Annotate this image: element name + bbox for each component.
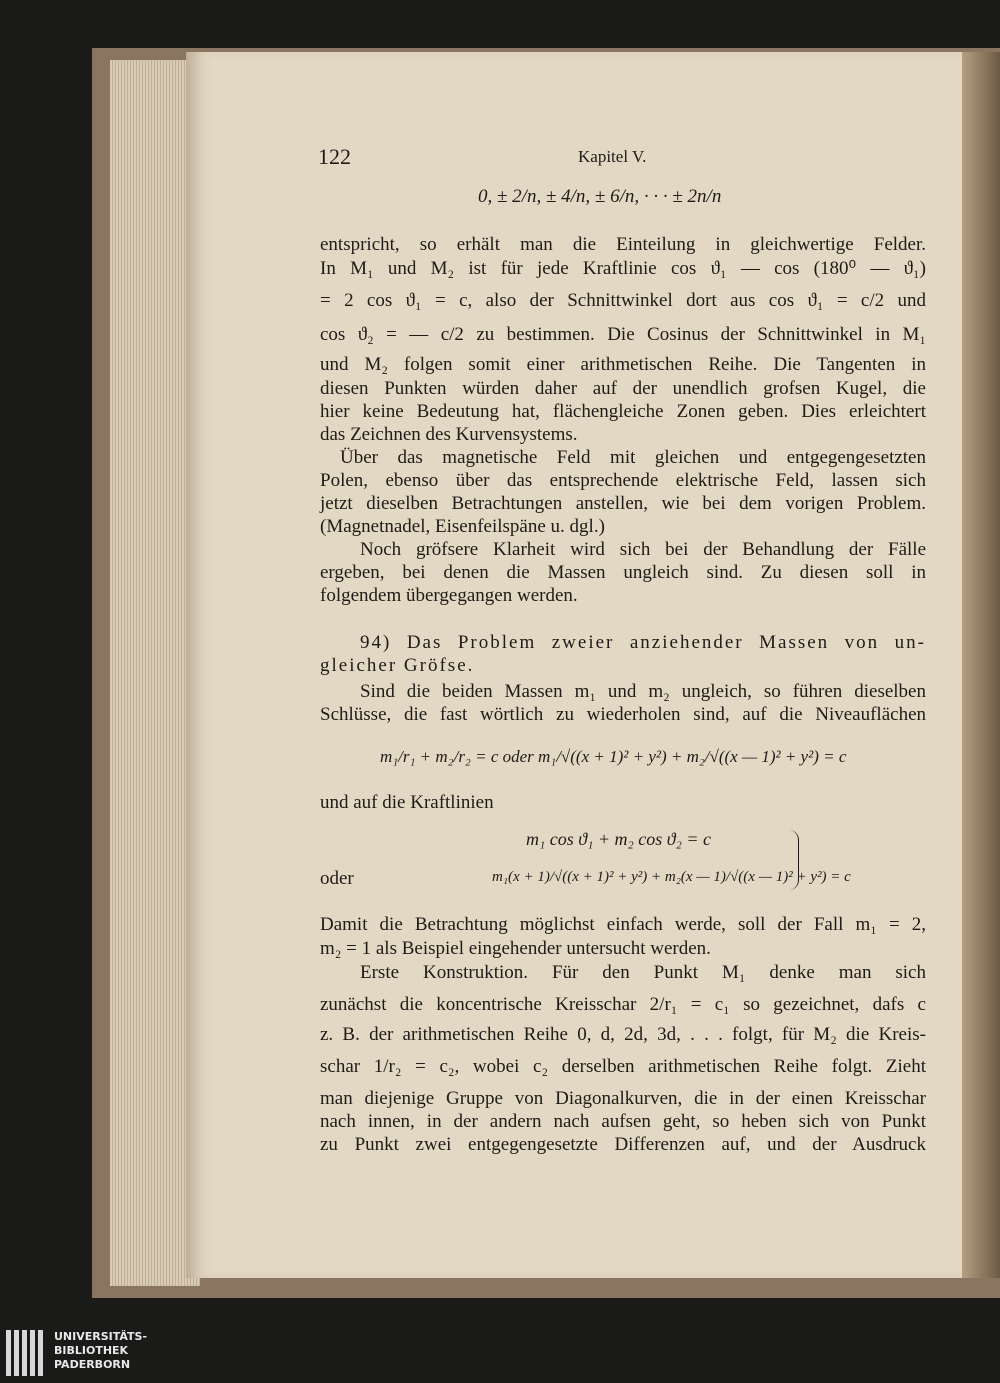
text-line: schar 1/r₂ = c₂, wobei c₂ derselben arithmetischen Reihe folgt. Zieht (320, 1056, 926, 1077)
text-line: z. B. der arithmetischen Reihe 0, d, 2d, 3d, . . . folgt, für M₂ die Kreis- (320, 1024, 926, 1045)
text-line: = 2 cos ϑ₁ = c, also der Schnittwinkel dort aus cos ϑ₁ = c/2 und (320, 290, 926, 311)
sequence-formula: 0, ± 2/n, ± 4/n, ± 6/n, · · · ± 2n/n (478, 186, 722, 207)
text-line: Sind die beiden Massen m₁ und m₂ ungleich, so führen dieselben (360, 681, 926, 702)
running-title: Kapitel V. (578, 147, 647, 166)
text-line: diesen Punkten würden daher auf der unendlich grofsen Kugel, die (320, 378, 926, 399)
section-heading: gleicher Gröfse. (320, 655, 475, 676)
text-line: folgendem übergegangen werden. (320, 585, 578, 606)
text-line: Damit die Betrachtung möglichst einfach werde, soll der Fall m₁ = 2, (320, 914, 926, 935)
text-line: zunächst die koncentrische Kreisschar 2/r₁ = c₁ so gezeichnet, dafs c (320, 994, 926, 1015)
text-line: m₂ = 1 als Beispiel eingehender untersucht werden. (320, 938, 711, 959)
section-heading: 94) Das Problem zweier anziehender Massen von un- (360, 632, 926, 653)
text-line: nach innen, in der andern nach aufsen geht, so heben sich von Punkt (320, 1111, 926, 1132)
text-line: (Magnetnadel, Eisenfeilspäne u. dgl.) (320, 516, 605, 537)
library-logo-icon (6, 1330, 48, 1376)
book-spine (962, 52, 1000, 1278)
text-line: In M₁ und M₂ ist für jede Kraftlinie cos ϑ₁ — cos (180⁰ — ϑ₁) (320, 258, 926, 279)
text-line: oder (320, 868, 354, 889)
text-line: entspricht, so erhält man die Einteilung in gleichwertige Felder. (320, 234, 926, 255)
text-line: cos ϑ₂ = — c/2 zu bestimmen. Die Cosinus der Schnittwinkel in M₁ (320, 324, 926, 345)
text-line: und M₂ folgen somit einer arithmetischen Reihe. Die Tangenten in (320, 354, 926, 375)
curly-brace (784, 830, 799, 890)
text-line: Noch gröfsere Klarheit wird sich bei der Behandlung der Fälle (360, 539, 926, 560)
library-logo-text: UNIVERSITÄTS- BIBLIOTHEK PADERBORN (54, 1330, 148, 1371)
text-line: Über das magnetische Feld mit gleichen und entgegengesetzten (340, 447, 926, 468)
equation-niveau: m₁/r₁ + m₂/r₂ = c oder m₁/√((x + 1)² + y²) + m₂/√((x — 1)² + y²) = c (380, 747, 847, 766)
page-number: 122 (318, 144, 351, 169)
text-line: das Zeichnen des Kurvensystems. (320, 424, 578, 445)
text-line: zu Punkt zwei entgegengesetzte Differenzen auf, und der Ausdruck (320, 1134, 926, 1155)
text-line: und auf die Kraftlinien (320, 792, 494, 813)
equation-kraft-2: m₁(x + 1)/√((x + 1)² + y²) + m₂(x — 1)/√((x — 1)² + y²) = c (492, 869, 851, 885)
text-line: Schlüsse, die fast wörtlich zu wiederholen sind, auf die Niveauflächen (320, 704, 926, 725)
text-line: hier keine Bedeutung hat, flächengleiche Zonen geben. Dies erleichtert (320, 401, 926, 422)
equation-kraft-1: m₁ cos ϑ₁ + m₂ cos ϑ₂ = c (526, 829, 711, 849)
text-line: man diejenige Gruppe von Diagonalkurven, die in der einen Kreisschar (320, 1088, 926, 1109)
text-line: Polen, ebenso über das entsprechende elektrische Feld, lassen sich (320, 470, 926, 491)
text-line: ergeben, bei denen die Massen ungleich sind. Zu diesen soll in (320, 562, 926, 583)
text-line: Erste Konstruktion. Für den Punkt M₁ denke man sich (360, 962, 926, 983)
text-line: jetzt dieselben Betrachtungen anstellen, wie bei dem vorigen Problem. (320, 493, 926, 514)
